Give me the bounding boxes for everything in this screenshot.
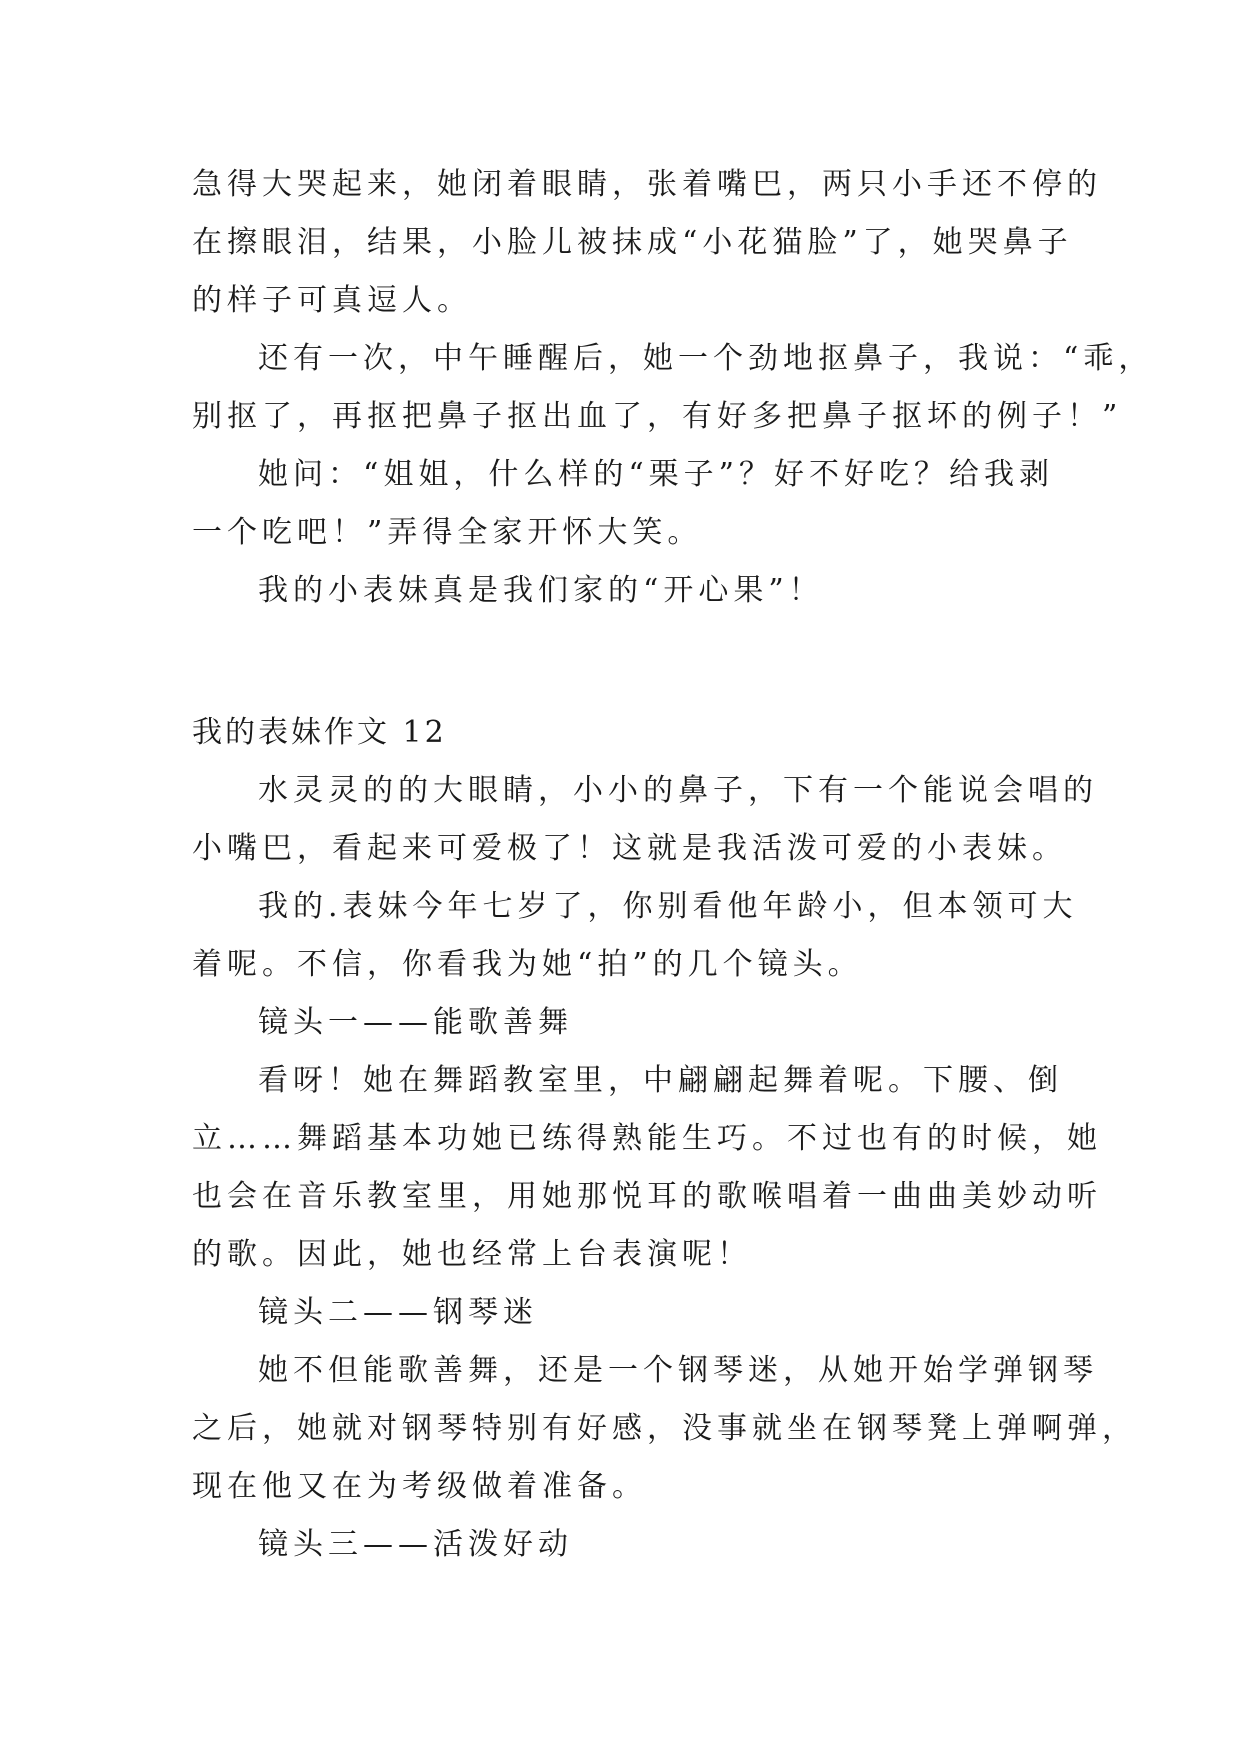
paragraph-start: 她不但能歌善舞，还是一个钢琴迷，从她开始学弹钢琴 [258, 1353, 1098, 1388]
subheading-scene-three: 镜头三——活泼好动 [258, 1527, 573, 1562]
document-body [192, 156, 1154, 1574]
paragraph-start: 看呀！她在舞蹈教室里，中翩翩起舞着呢。下腰、倒 [258, 1063, 1063, 1098]
text-line: 现在他又在为考级做着准备。 [192, 1469, 647, 1504]
paragraph-start: 还有一次，中午睡醒后，她一个劲地抠鼻子，我说：“乖， [258, 341, 1154, 376]
text-line: 别抠了，再抠把鼻子抠出血了，有好多把鼻子抠坏的例子！” [192, 399, 1123, 434]
subheading-scene-two: 镜头二——钢琴迷 [258, 1295, 538, 1330]
text-line: 之后，她就对钢琴特别有好感，没事就坐在钢琴凳上弹啊弹， [192, 1411, 1137, 1446]
paragraph-start: 水灵灵的的大眼睛，小小的鼻子，下有一个能说会唱的 [258, 773, 1098, 808]
section-spacer [192, 620, 1062, 704]
text-line: 的歌。因此，她也经常上台表演呢！ [192, 1237, 752, 1272]
paragraph-start: 她问：“姐姐，什么样的“栗子”？好不好吃？给我剥 [258, 457, 1055, 492]
text-line: 着呢。不信，你看我为她“拍”的几个镜头。 [192, 947, 863, 982]
paragraph-start: 我的.表妹今年七岁了，你别看他年龄小，但本领可大 [258, 889, 1078, 924]
text-line: 立……舞蹈基本功她已练得熟能生巧。不过也有的时候，她 [192, 1121, 1102, 1156]
text-line: 的样子可真逗人。 [192, 283, 472, 318]
text-line: 小嘴巴，看起来可爱极了！这就是我活泼可爱的小表妹。 [192, 831, 1067, 866]
essay-heading: 我的表妹作文 12 [192, 715, 447, 750]
text-line: 一个吃吧！”弄得全家开怀大笑。 [192, 515, 703, 550]
text-line: 急得大哭起来，她闭着眼睛，张着嘴巴，两只小手还不停的 [192, 167, 1102, 202]
paragraph-start: 我的小表妹真是我们家的“开心果”！ [258, 573, 824, 608]
text-line: 也会在音乐教室里，用她那悦耳的歌喉唱着一曲曲美妙动听 [192, 1179, 1102, 1214]
text-line: 在擦眼泪，结果，小脸儿被抹成“小花猫脸”了，她哭鼻子 [192, 225, 1073, 260]
subheading-scene-one: 镜头一——能歌善舞 [258, 1005, 573, 1040]
